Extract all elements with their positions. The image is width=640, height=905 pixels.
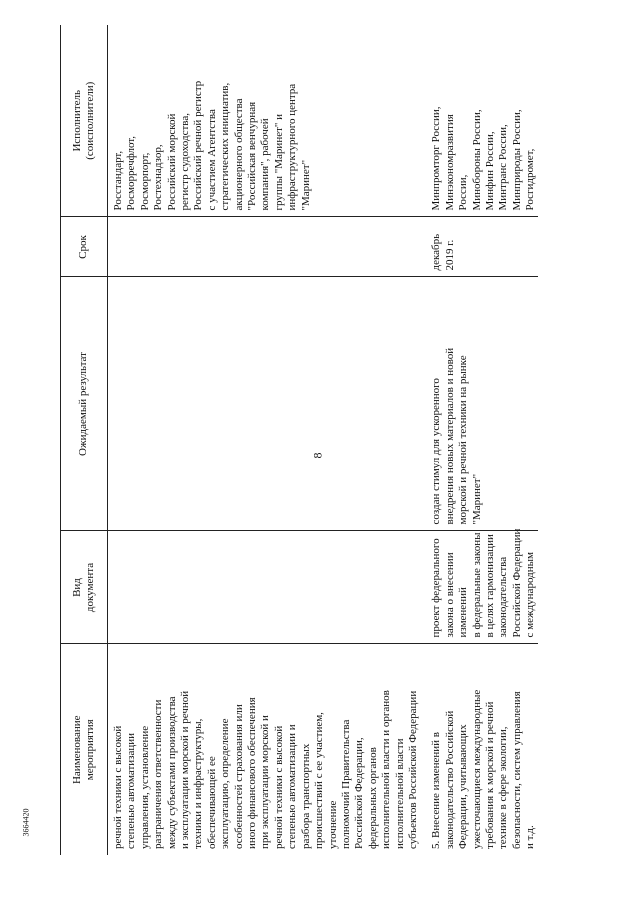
cell-term (108, 217, 421, 277)
cell-line: особенностей страхования или (232, 704, 245, 849)
cell-line: исполнительной власти и органов (380, 690, 393, 849)
header-line: документа (84, 562, 96, 613)
cell-line: исполнительной власти (393, 738, 406, 849)
cell-line: законодательства (497, 556, 510, 638)
cell-line: группы "Маринет" и (272, 113, 285, 211)
cell-line: в целях гармонизации (483, 534, 496, 638)
cell-expected-result (420, 277, 537, 531)
cell-line: стратегических инициатив, (219, 82, 232, 211)
cell-name (108, 644, 421, 855)
cell-line: 5. Внесение изменений в (430, 732, 443, 849)
cell-line: происшествий с ее участием, (313, 712, 326, 849)
cell-term (420, 217, 537, 277)
cell-line: при эксплуатации морской и (259, 715, 272, 849)
cell-line: изменений (457, 587, 470, 638)
cell-line: Росморпорт, (138, 152, 151, 211)
cell-line: между субъектами производства (165, 696, 178, 849)
cell-line: России, (457, 174, 470, 211)
cell-line: речной техники с высокой (272, 725, 285, 849)
cell-line: морской и речной техники на рынке (457, 355, 470, 525)
cell-line: эксплуатацию, определение (219, 718, 232, 849)
cell-line: Российской Федерации, (353, 737, 366, 849)
cell-line: Минпромторг России, (430, 106, 443, 211)
cell-line: технике в сфере экологии, (497, 726, 510, 849)
cell-line: с международным (524, 552, 537, 638)
cell-name (420, 644, 537, 855)
cell-line: управления, установление (138, 725, 151, 849)
cell-line: иного финансового обеспечения (246, 697, 259, 849)
cell-line: и эксплуатации морской и речной (179, 690, 192, 849)
cell-line: и т.д. (524, 825, 537, 849)
cell-line: федеральных органов (366, 747, 379, 849)
cell-line: разграничения ответственности (152, 699, 165, 849)
cell-line: закона о внесении (443, 552, 456, 638)
cell-line: в федеральные законы (470, 532, 483, 638)
cell-line: Росстандарт, (112, 150, 124, 211)
cell-line: степенью автоматизации и (286, 724, 299, 849)
cell-line: регистр судоходства, (179, 113, 192, 211)
header-line: Наименование (70, 715, 83, 785)
cell-line: Минобороны России, (470, 109, 483, 211)
cell-line: акционерного общества (232, 98, 245, 211)
cell-line: Федерации, учитывающих (457, 724, 470, 849)
cell-line: Росгидромет, (524, 148, 537, 211)
cell-line: Российский морской (165, 113, 178, 211)
cell-line: законодательство Российской (443, 710, 456, 849)
cell-expected-result (108, 277, 421, 531)
cell-line: "Российская венчурная (246, 101, 259, 211)
cell-line: проект федерального (430, 538, 443, 638)
cell-executor (420, 25, 537, 217)
cell-executor (108, 25, 421, 217)
cell-line: безопасности, систем управления (510, 691, 523, 849)
cell-line: Росморречфлот, (125, 135, 138, 211)
cell-line: требования к морской и речной (483, 701, 496, 849)
cell-line: ужесточающиеся международные (470, 689, 483, 849)
table-row (420, 25, 537, 855)
cell-line: "Маринет" (470, 473, 483, 525)
cell-line: субъектов Российской Федерации (406, 690, 419, 849)
header-term (61, 217, 108, 277)
cell-line: Российской Федерации (510, 528, 523, 638)
header-line: Срок (77, 235, 90, 259)
cell-line: 2019 г. (443, 239, 456, 271)
header-line: мероприятия (84, 719, 96, 781)
cell-line: декабрь (430, 233, 443, 271)
cell-line: Минфин России, (483, 131, 496, 211)
cell-line: речной техники с высокой (112, 725, 124, 849)
cell-doc-type (420, 528, 537, 644)
table-header-row (61, 25, 108, 855)
cell-line: с участием Агентства (205, 109, 218, 211)
header-expected-result (61, 277, 108, 531)
table-row (108, 25, 421, 855)
header-line: Вид (70, 578, 83, 597)
cell-line: инфраструктурного центра (286, 83, 299, 211)
cell-doc-type (108, 531, 421, 644)
cell-line: Ростехнадзор, (152, 144, 165, 211)
cell-line: степенью автоматизации (125, 732, 138, 849)
cell-line: полномочий Правительства (339, 719, 352, 849)
cell-line: Минэкономразвития (443, 114, 456, 211)
rotated-page-content (60, 25, 600, 855)
cell-line: внедрения новых материалов и новой (443, 347, 456, 525)
cell-line: уточнение (326, 800, 339, 849)
cell-line: техники и инфраструктуры, (192, 718, 205, 849)
measures-table (60, 25, 538, 855)
cell-line: "Маринет" (299, 159, 312, 211)
cell-line: Российский речной регистр (192, 80, 205, 211)
header-line: Ожидаемый результат (77, 352, 90, 456)
header-line: Исполнитель (70, 89, 83, 152)
header-executor (61, 25, 108, 217)
page-number: 8 (310, 452, 325, 459)
cell-line: компания", рабочей (259, 118, 272, 211)
document-id: 3664420 (21, 808, 31, 837)
cell-line: разбора транспортных (299, 743, 312, 849)
cell-line: Минтранс России, (497, 124, 510, 211)
header-name (61, 644, 108, 855)
cell-line: обеспечивающей ее (205, 756, 218, 849)
cell-line: Минприроды России, (510, 109, 523, 211)
cell-line: создан стимул для ускоренного (430, 378, 443, 525)
header-doc-type (61, 531, 108, 644)
header-line: (соисполнители) (84, 81, 96, 160)
table-body (108, 25, 538, 855)
